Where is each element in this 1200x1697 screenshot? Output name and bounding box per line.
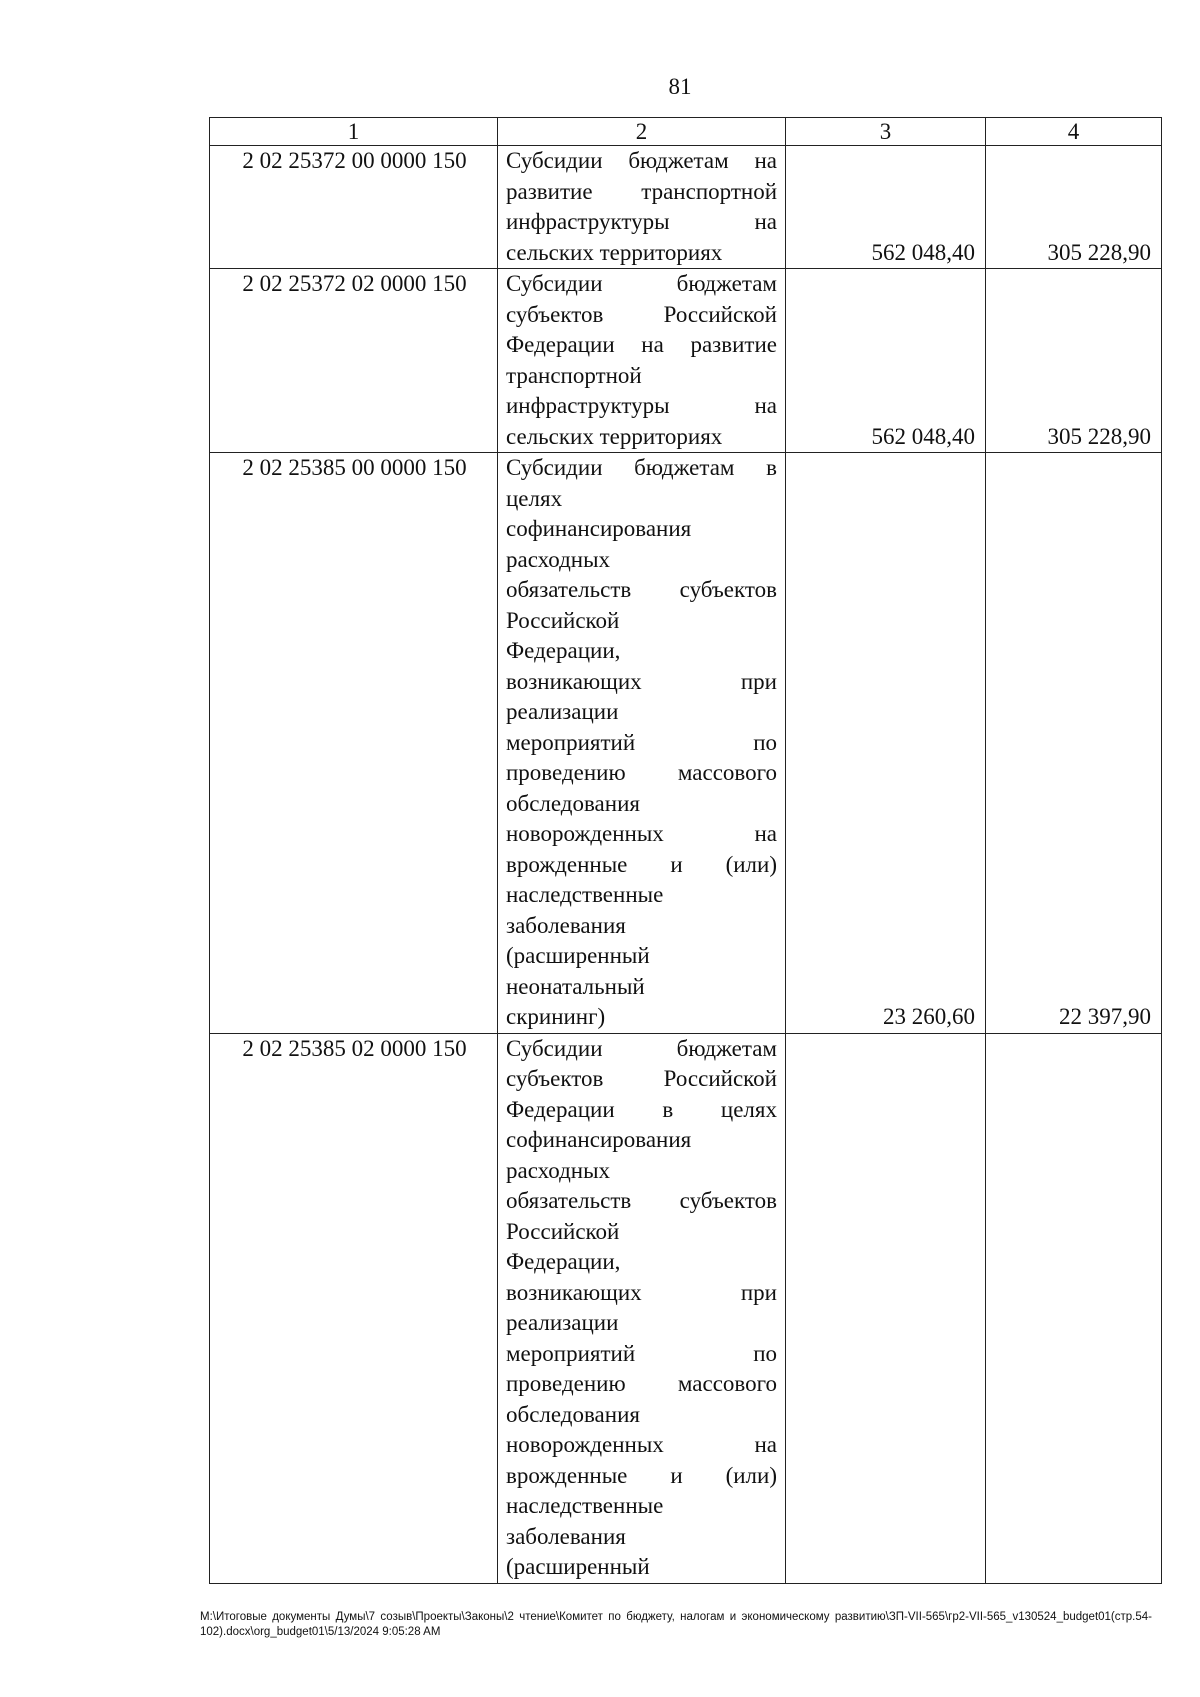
description-line: Российской xyxy=(506,1218,620,1244)
description-line: мероприятий по xyxy=(506,1340,777,1366)
description-cell xyxy=(498,146,786,269)
page-number: 81 xyxy=(668,74,692,99)
column-header-3: 3 xyxy=(786,118,986,146)
amount-column-4-cell: 22 397,90 xyxy=(986,453,1162,1034)
revenue-code-cell: 2 02 25372 00 0000 150 xyxy=(210,146,498,269)
description-line: субъектов Российской xyxy=(506,1066,777,1091)
description-cell xyxy=(498,453,786,1034)
description-line: новорожденных на xyxy=(506,821,777,846)
column-header-1: 1 xyxy=(210,118,498,146)
table-row xyxy=(210,269,1162,453)
description-line: мероприятий по xyxy=(506,729,777,755)
description-line: новорожденных на xyxy=(506,1432,777,1457)
description-cell xyxy=(498,269,786,453)
description-line: возникающих при xyxy=(506,668,777,694)
table-header xyxy=(210,118,1162,146)
description-line: обязательств субъектов xyxy=(506,1188,777,1213)
amount-column-4-cell: 305 228,90 xyxy=(986,269,1162,453)
revenue-code-cell: 2 02 25385 00 0000 150 xyxy=(210,453,498,1034)
description-line: сельских территориях xyxy=(506,423,723,449)
amount-column-4-cell: 305 228,90 xyxy=(986,146,1162,269)
description-line: транспортной xyxy=(506,362,642,388)
description-line: Субсидии бюджетам xyxy=(506,1035,777,1061)
revenue-code-cell: 2 02 25372 02 0000 150 xyxy=(210,269,498,453)
document-path-footer: M:\Итоговые документы Думы\7 созыв\Проекты\Законы\2 чтение\Комитет по бюджету, налогам и экономическому развитию\ЗП-VII-565\гр2-VII-565_v130524_budget01(стр.54-102).docx\org_budget01\5/13/2024 9:05:28 AM xyxy=(200,1611,1152,1638)
table-row xyxy=(210,1033,1162,1583)
description-line: Федерации в целях xyxy=(506,1096,777,1122)
description-line: Федерации, xyxy=(506,638,621,663)
description-line: инфраструктуры на xyxy=(506,209,777,234)
description-line: проведению массового xyxy=(506,1371,777,1396)
description-line: реализации xyxy=(506,699,619,724)
description-line: расходных xyxy=(506,546,611,572)
description-line: Российской xyxy=(506,607,620,633)
description-line: Субсидии бюджетам в xyxy=(506,455,777,480)
description-line: наследственные xyxy=(506,1493,664,1518)
description-line: реализации xyxy=(506,1310,619,1335)
description-line: сельских территориях xyxy=(506,239,723,265)
description-line: целях xyxy=(506,485,563,511)
amount-column-3-cell xyxy=(786,1033,986,1583)
description-line: субъектов Российской xyxy=(506,301,777,327)
amount-column-3-cell: 562 048,40 xyxy=(786,269,986,453)
description-line: софинансирования xyxy=(506,1127,692,1152)
description-line: расходных xyxy=(506,1157,611,1183)
amount-column-4-cell xyxy=(986,1033,1162,1583)
description-line: (расширенный xyxy=(506,943,650,968)
description-line: развитие транспортной xyxy=(506,178,777,204)
description-line: наследственные xyxy=(506,882,664,907)
table-row xyxy=(210,453,1162,1034)
description-line: заболевания xyxy=(506,912,626,938)
description-line: Субсидии бюджетам xyxy=(506,271,777,296)
table-row xyxy=(210,146,1162,269)
description-line: (расширенный xyxy=(506,1554,650,1579)
amount-column-3-cell: 562 048,40 xyxy=(786,146,986,269)
revenue-code-cell: 2 02 25385 02 0000 150 xyxy=(210,1033,498,1583)
description-line: обследования xyxy=(506,1401,640,1427)
description-line: заболевания xyxy=(506,1523,626,1549)
table-body xyxy=(210,146,1162,1584)
header-row xyxy=(210,118,1162,146)
description-line: Субсидии бюджетам на xyxy=(506,148,777,173)
description-line: инфраструктуры на xyxy=(506,393,777,418)
column-header-4: 4 xyxy=(986,118,1162,146)
description-line: проведению массового xyxy=(506,760,777,785)
description-line: возникающих при xyxy=(506,1279,777,1305)
description-cell xyxy=(498,1033,786,1583)
description-line: неонатальный xyxy=(506,973,645,999)
description-line: обследования xyxy=(506,790,640,816)
description-line: софинансирования xyxy=(506,516,692,541)
description-line: Федерации, xyxy=(506,1249,621,1274)
description-line: обязательств субъектов xyxy=(506,577,777,602)
description-line: врожденные и (или) xyxy=(506,1462,777,1488)
description-line: скрининг) xyxy=(506,1004,606,1029)
amount-column-3-cell: 23 260,60 xyxy=(786,453,986,1034)
description-line: Федерации на развитие xyxy=(506,332,777,357)
budget-table xyxy=(209,117,1162,1584)
column-header-2: 2 xyxy=(498,118,786,146)
description-line: врожденные и (или) xyxy=(506,851,777,877)
